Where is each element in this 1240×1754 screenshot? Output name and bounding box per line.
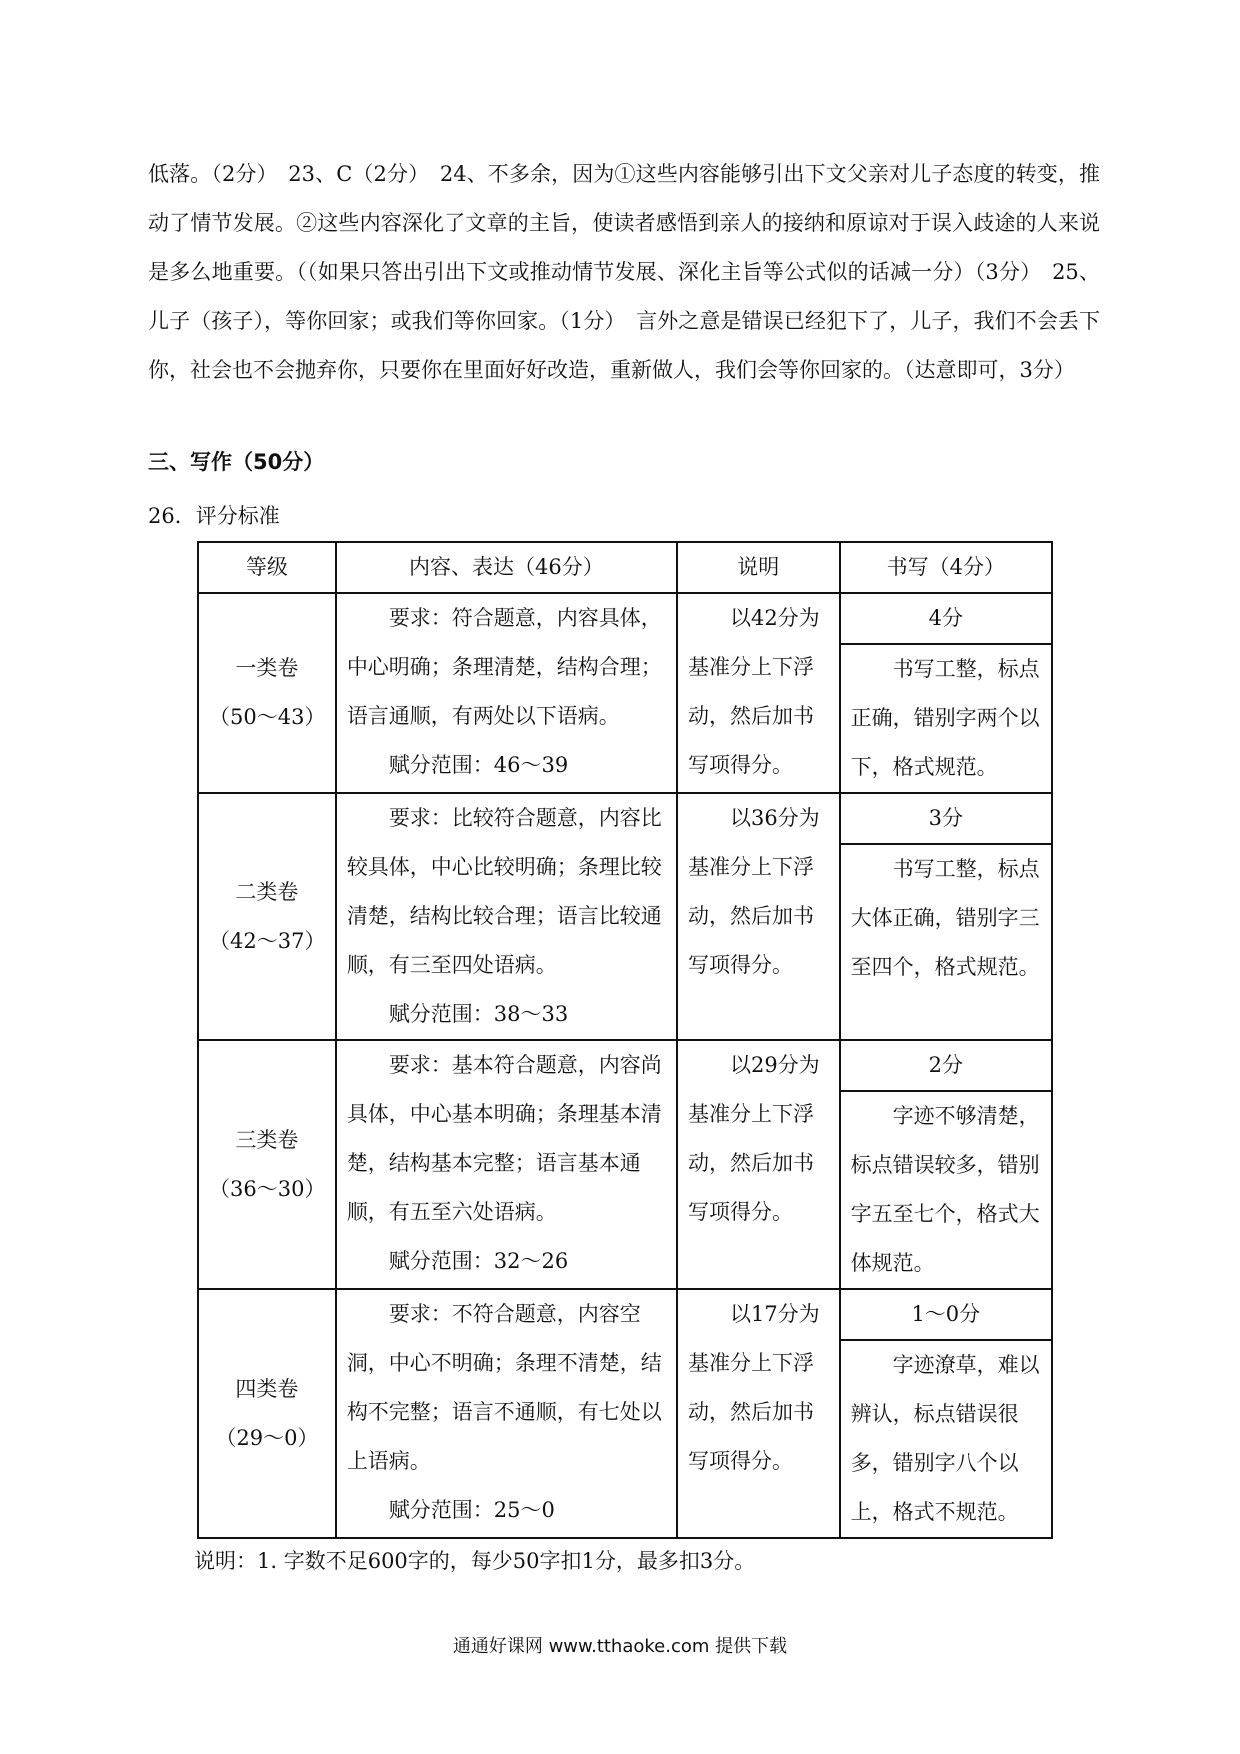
header-grade: 等级 (198, 542, 336, 593)
writing-score: 2分 (841, 1041, 1051, 1092)
writing-cell (840, 793, 1052, 1040)
note-cell (677, 793, 840, 1040)
score-range: 赋分范围：38～33 (388, 1002, 569, 1026)
content-cell (336, 1289, 677, 1538)
rubric-note: 说明：1. 字数不足600字的，每少50字扣1分，最多扣3分。 (194, 1549, 756, 1573)
writing-score: 4分 (841, 594, 1051, 645)
writing-cell (840, 1040, 1052, 1289)
grade-cell (198, 1040, 336, 1289)
note-text: 以42分为基准分上下浮动，然后加书写项得分。 (687, 606, 820, 777)
header-content: 内容、表达（46分） (336, 542, 677, 593)
table-row (198, 1289, 1052, 1538)
requirement-text: 要求：比较符合题意，内容比较具体，中心比较明确；条理比较清楚，结构比较合理；语言比较通顺，有三至四处语病。 (346, 806, 662, 977)
grade-cell (198, 793, 336, 1040)
grade-cell (198, 593, 336, 793)
table-row (198, 1040, 1052, 1289)
score-range: 赋分范围：32～26 (388, 1249, 569, 1273)
answer-text: 低落。（2分） 23、C（2分） 24、不多余，因为①这些内容能够引出下文父亲对儿子态度的转变，推动了情节发展。②这些内容深化了文章的主旨，使读者感悟到亲人的接纳和原谅对于误入歧途的人来说是多么地重要。（（如果只答出引出下文或推动情节发展、深化主旨等公式似的话减一分）（3分） 25、儿子（孩子），等你回家；或我们等你回家。（1分） 言外之意是错误已经犯下了，儿子，我们不会丢下你，社会也不会抛弃你，只要你在里面好好改造，重新做人，我们会等你回家的。（达意即可，3分） (148, 162, 1100, 382)
writing-cell (840, 593, 1052, 793)
page-footer: 通通好课网 www.tthaoke.com 提供下载 (452, 1636, 788, 1657)
requirement-text: 要求：基本符合题意，内容尚具体，中心基本明确；条理基本清楚，结构基本完整；语言基本通顺，有五至六处语病。 (346, 1053, 662, 1224)
writing-text: 字迹潦草，难以辨认，标点错误很多，错别字八个以上，格式不规范。 (850, 1353, 1040, 1524)
note-text: 以29分为基准分上下浮动，然后加书写项得分。 (687, 1053, 820, 1224)
note-text: 以17分为基准分上下浮动，然后加书写项得分。 (687, 1302, 820, 1473)
table-row (198, 593, 1052, 793)
grade-label: 四类卷 (235, 1376, 299, 1401)
table-header-row (198, 542, 1052, 593)
writing-text: 书写工整，标点大体正确，错别字三至四个，格式规范。 (850, 857, 1040, 979)
answer-paragraph (148, 150, 1100, 395)
grade-label: 三类卷 (235, 1127, 299, 1152)
header-note: 说明 (677, 542, 840, 593)
grade-label: 一类卷 (235, 656, 299, 680)
section-title: 三、写作（50分） (148, 450, 325, 474)
score-range: 赋分范围：25～0 (388, 1498, 555, 1522)
note-cell (677, 593, 840, 793)
grade-cell (198, 1289, 336, 1538)
requirement-text: 要求：不符合题意，内容空洞，中心不明确；条理不清楚，结构不完整；语言不通顺，有七处以上语病。 (346, 1302, 662, 1473)
grade-range: （42～37） (209, 928, 326, 953)
writing-score: 1～0分 (841, 1290, 1051, 1341)
rubric-table (197, 541, 1053, 1539)
grade-label: 二类卷 (235, 879, 299, 904)
note-text: 以36分为基准分上下浮动，然后加书写项得分。 (687, 806, 820, 977)
content-cell (336, 793, 677, 1040)
header-writing: 书写（4分） (840, 542, 1052, 593)
content-cell (336, 1040, 677, 1289)
note-cell (677, 1040, 840, 1289)
score-range: 赋分范围：46～39 (388, 753, 569, 777)
writing-text: 书写工整，标点正确，错别字两个以下，格式规范。 (850, 657, 1040, 779)
writing-score: 3分 (841, 794, 1051, 845)
grade-range: （36～30） (209, 1176, 326, 1201)
table-row (198, 793, 1052, 1040)
grade-range: （50～43） (209, 705, 326, 729)
content-cell (336, 593, 677, 793)
writing-cell (840, 1289, 1052, 1538)
writing-text: 字迹不够清楚，标点错误较多，错别字五至七个，格式大体规范。 (850, 1104, 1040, 1275)
rubric-title: 26．评分标准 (148, 504, 280, 528)
grade-range: （29～0） (215, 1425, 319, 1450)
requirement-text: 要求：符合题意，内容具体，中心明确；条理清楚，结构合理；语言通顺，有两处以下语病。 (346, 606, 662, 728)
note-cell (677, 1289, 840, 1538)
